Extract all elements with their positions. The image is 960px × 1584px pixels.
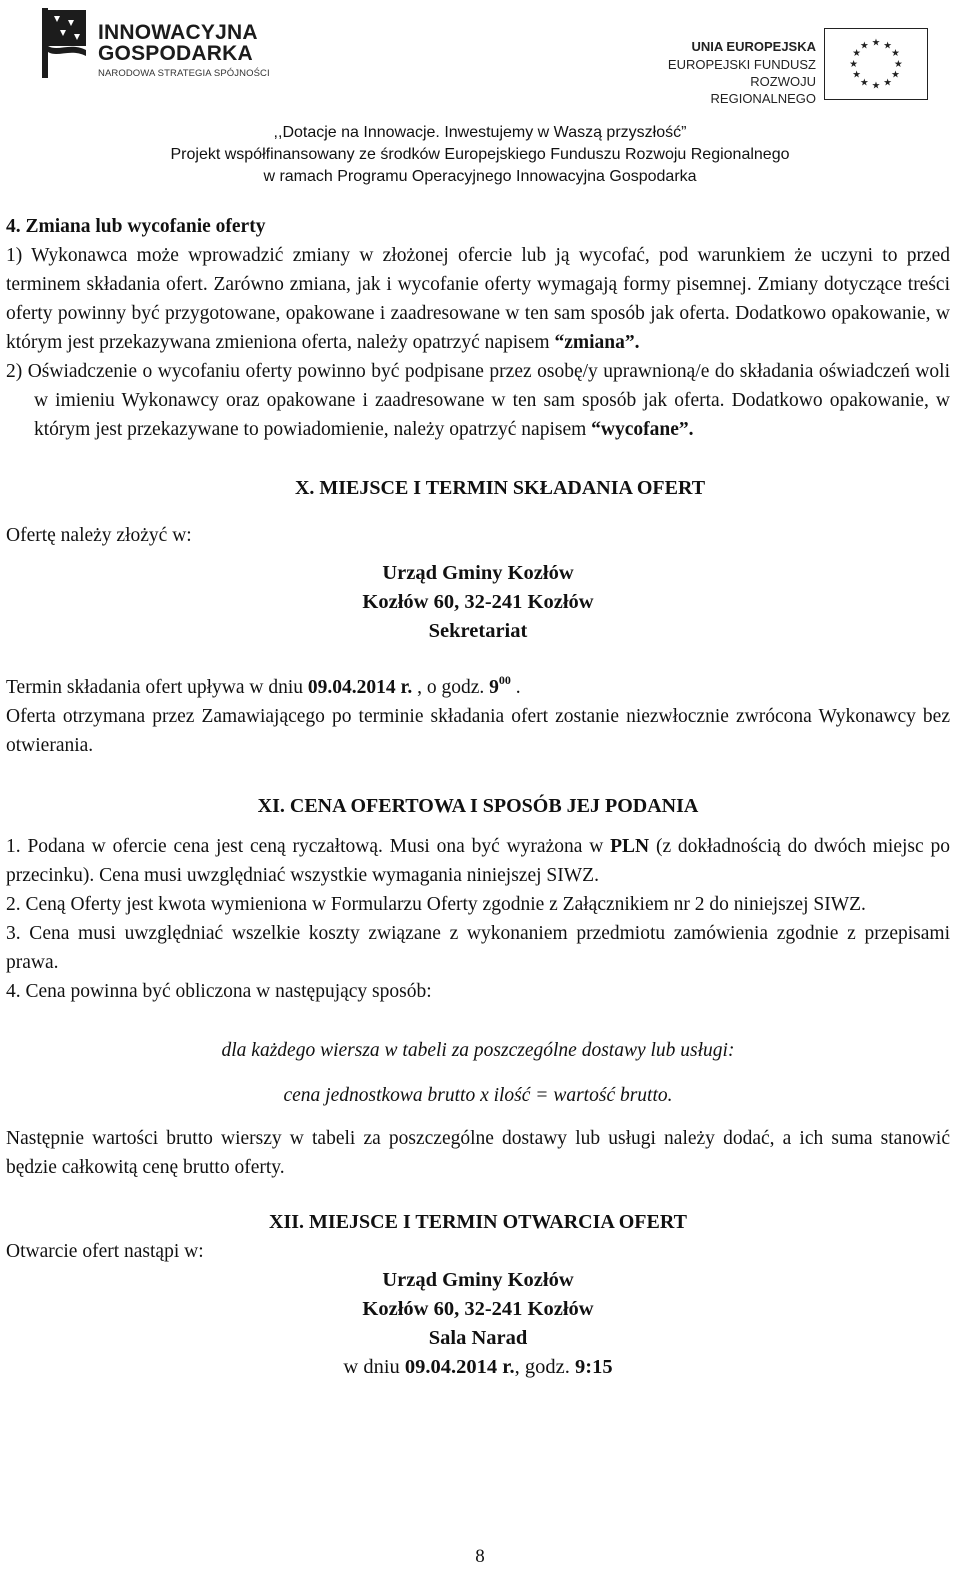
sectionX-deadline <box>6 673 950 702</box>
sectionXI-p1-pln: PLN <box>610 836 650 857</box>
sectionX-address-line3: Sekretariat <box>428 620 528 642</box>
eu-logo <box>648 28 938 106</box>
logo-left-line2: GOSPODARKA <box>98 42 253 65</box>
deadline-date: 09.04.2014 r. <box>307 677 413 698</box>
sectionXI-p1-a: 1. Podana w ofercie cena jest ceną ryczałtową. Musi ona być wyrażona w <box>6 836 611 857</box>
logo-left-line3: NARODOWA STRATEGIA SPÓJNOŚCI <box>98 68 270 79</box>
sectionXII-heading: XII. MIEJSCE I TERMIN OTWARCIA OFERT <box>269 1211 687 1233</box>
sectionX-heading: X. MIEJSCE I TERMIN SKŁADANIA OFERT <box>294 477 706 499</box>
svg-text:★: ★ <box>871 37 881 49</box>
sectionXI-paragraph-2: 2. Ceną Oferty jest kwota wymieniona w Formularzu Oferty zgodnie z Załącznikiem nr 2 do niniejszej SIWZ. <box>6 894 866 915</box>
logo-right-line2: EUROPEJSKI FUNDUSZ <box>667 57 816 72</box>
sectionXI-formula-2: cena jednostkowa brutto x ilość = wartość brutto. <box>283 1085 673 1106</box>
sectionXII-date <box>6 1353 950 1382</box>
sectionXI-paragraph-3: 3. Cena musi uwzględniać wszelkie koszty związane z wykonaniem przedmiotu zamówienia zgodnie z przepisami prawa. <box>6 923 950 973</box>
logo-right-line1: UNIA EUROPEJSKA <box>691 39 816 54</box>
sectionXI-paragraph-4: 4. Cena powinna być obliczona w następujący sposób: <box>6 981 432 1002</box>
deadline-hour-label: , o godz. <box>412 677 490 698</box>
sectionXII-address-line1: Urząd Gminy Kozłów <box>382 1269 574 1291</box>
header-line-3: w ramach Programu Operacyjnego Innowacyjna Gospodarka <box>263 168 697 185</box>
sectionX-address-line2: Kozłów 60, 32-241 Kozłów <box>362 591 594 613</box>
logo-right-line3: ROZWOJU REGIONALNEGO <box>710 74 816 106</box>
deadline-end: . <box>510 677 521 698</box>
section4-p2-bold: “wycofane”. <box>591 419 694 440</box>
header-line-1: ,,Dotacje na Innowacje. Inwestujemy w Waszą przyszłość” <box>273 124 687 141</box>
section4-p1-bold: “zmiana”. <box>554 332 640 353</box>
opening-time-label: , godz. <box>514 1356 575 1378</box>
page-number: 8 <box>475 1546 485 1567</box>
opening-time: 9:15 <box>575 1356 613 1378</box>
opening-date: 09.04.2014 r. <box>404 1356 515 1378</box>
eu-flag-icon <box>824 28 928 100</box>
svg-text:★: ★ <box>891 69 900 81</box>
svg-text:★: ★ <box>894 58 903 70</box>
sectionXII-intro: Otwarcie ofert nastąpi w: <box>6 1241 204 1262</box>
section4-p2-text: 2) Oświadczenie o wycofaniu oferty powinno być podpisane przez osobę/y uprawnioną/e do składania oświadczeń woli w imieniu Wykonawcy oraz opakowane i zaadresowane w ten sam sposób jak oferta. Dodatkowo opakowanie, w którym jest przekazywane to powiadomienie, należy opatrzyć napisem <box>6 361 950 440</box>
sectionXI-heading: XI. CENA OFERTOWA I SPOSÓB JEJ PODANIA <box>257 795 699 817</box>
header-line-2: Projekt współfinansowany ze środków Europejskiego Funduszu Rozwoju Regionalnego <box>170 146 790 163</box>
svg-text:★: ★ <box>891 48 900 60</box>
sectionX-late-note: Oferta otrzymana przez Zamawiającego po terminie składania ofert zostanie niezwłocznie zwrócona Wykonawcy bez otwierania. <box>6 706 950 756</box>
svg-text:★: ★ <box>883 77 893 89</box>
svg-text:★: ★ <box>859 40 869 52</box>
innowacyjna-gospodarka-logo <box>40 6 280 90</box>
sectionXII-address-line3: Sala Narad <box>428 1327 528 1349</box>
sectionX-address-line1: Urząd Gminy Kozłów <box>382 562 574 584</box>
eu-logo-text <box>648 38 816 107</box>
sectionX-intro: Ofertę należy złożyć w: <box>6 525 192 546</box>
sectionXI-p1-b: (z dokładnością do dwóch miejsc po przecinku). Cena musi uwzględniać wszystkie wymagania niniejszej SIWZ. <box>6 836 950 886</box>
svg-text:★: ★ <box>871 80 881 92</box>
sectionXI-formula-1: dla każdego wiersza w tabeli za poszczególne dostawy lub usługi: <box>221 1040 735 1061</box>
sectionXI-paragraph-5: Następnie wartości brutto wierszy w tabeli za poszczególne dostawy lub usługi należy dodać, a ich suma stanowić będzie całkowitą cenę brutto oferty. <box>6 1128 950 1178</box>
section4-heading: 4. Zmiana lub wycofanie oferty <box>6 216 266 237</box>
opening-date-label: w dniu <box>343 1356 405 1378</box>
innowacyjna-gospodarka-text <box>98 22 270 79</box>
document-body <box>6 212 950 1382</box>
deadline-text: Termin składania ofert upływa w dniu <box>6 677 308 698</box>
svg-text:★: ★ <box>852 48 861 60</box>
sectionXII-address-line2: Kozłów 60, 32-241 Kozłów <box>362 1298 594 1320</box>
svg-text:★: ★ <box>883 40 893 52</box>
project-header <box>0 122 960 188</box>
deadline-hour: 9 <box>489 677 499 698</box>
section4-p1-text: 1) Wykonawca może wprowadzić zmiany w złożonej ofercie lub ją wycofać, pod warunkiem że uczyni to przed terminem składania ofert. Zarówno zmiana, jak i wycofanie oferty wymagają formy pisemnej. Zmiany dotyczące treści oferty powinny być przygotowane, opakowane i zaadresowane w ten sam sposób jak oferta. Dodatkowo opakowanie, w którym jest przekazywana zmieniona oferta, należy opatrzyć napisem <box>6 245 950 353</box>
svg-text:★: ★ <box>852 69 861 81</box>
section4-paragraph-2 <box>6 357 950 444</box>
section4-paragraph-1 <box>6 241 950 357</box>
svg-text:★: ★ <box>849 58 858 70</box>
svg-text:★: ★ <box>859 77 869 89</box>
deadline-minutes: 00 <box>498 672 511 687</box>
innowacyjna-gospodarka-flag-icon <box>40 6 90 80</box>
logo-left-line1: INNOWACYJNA <box>98 21 258 44</box>
sectionXI-paragraph-1 <box>6 832 950 890</box>
